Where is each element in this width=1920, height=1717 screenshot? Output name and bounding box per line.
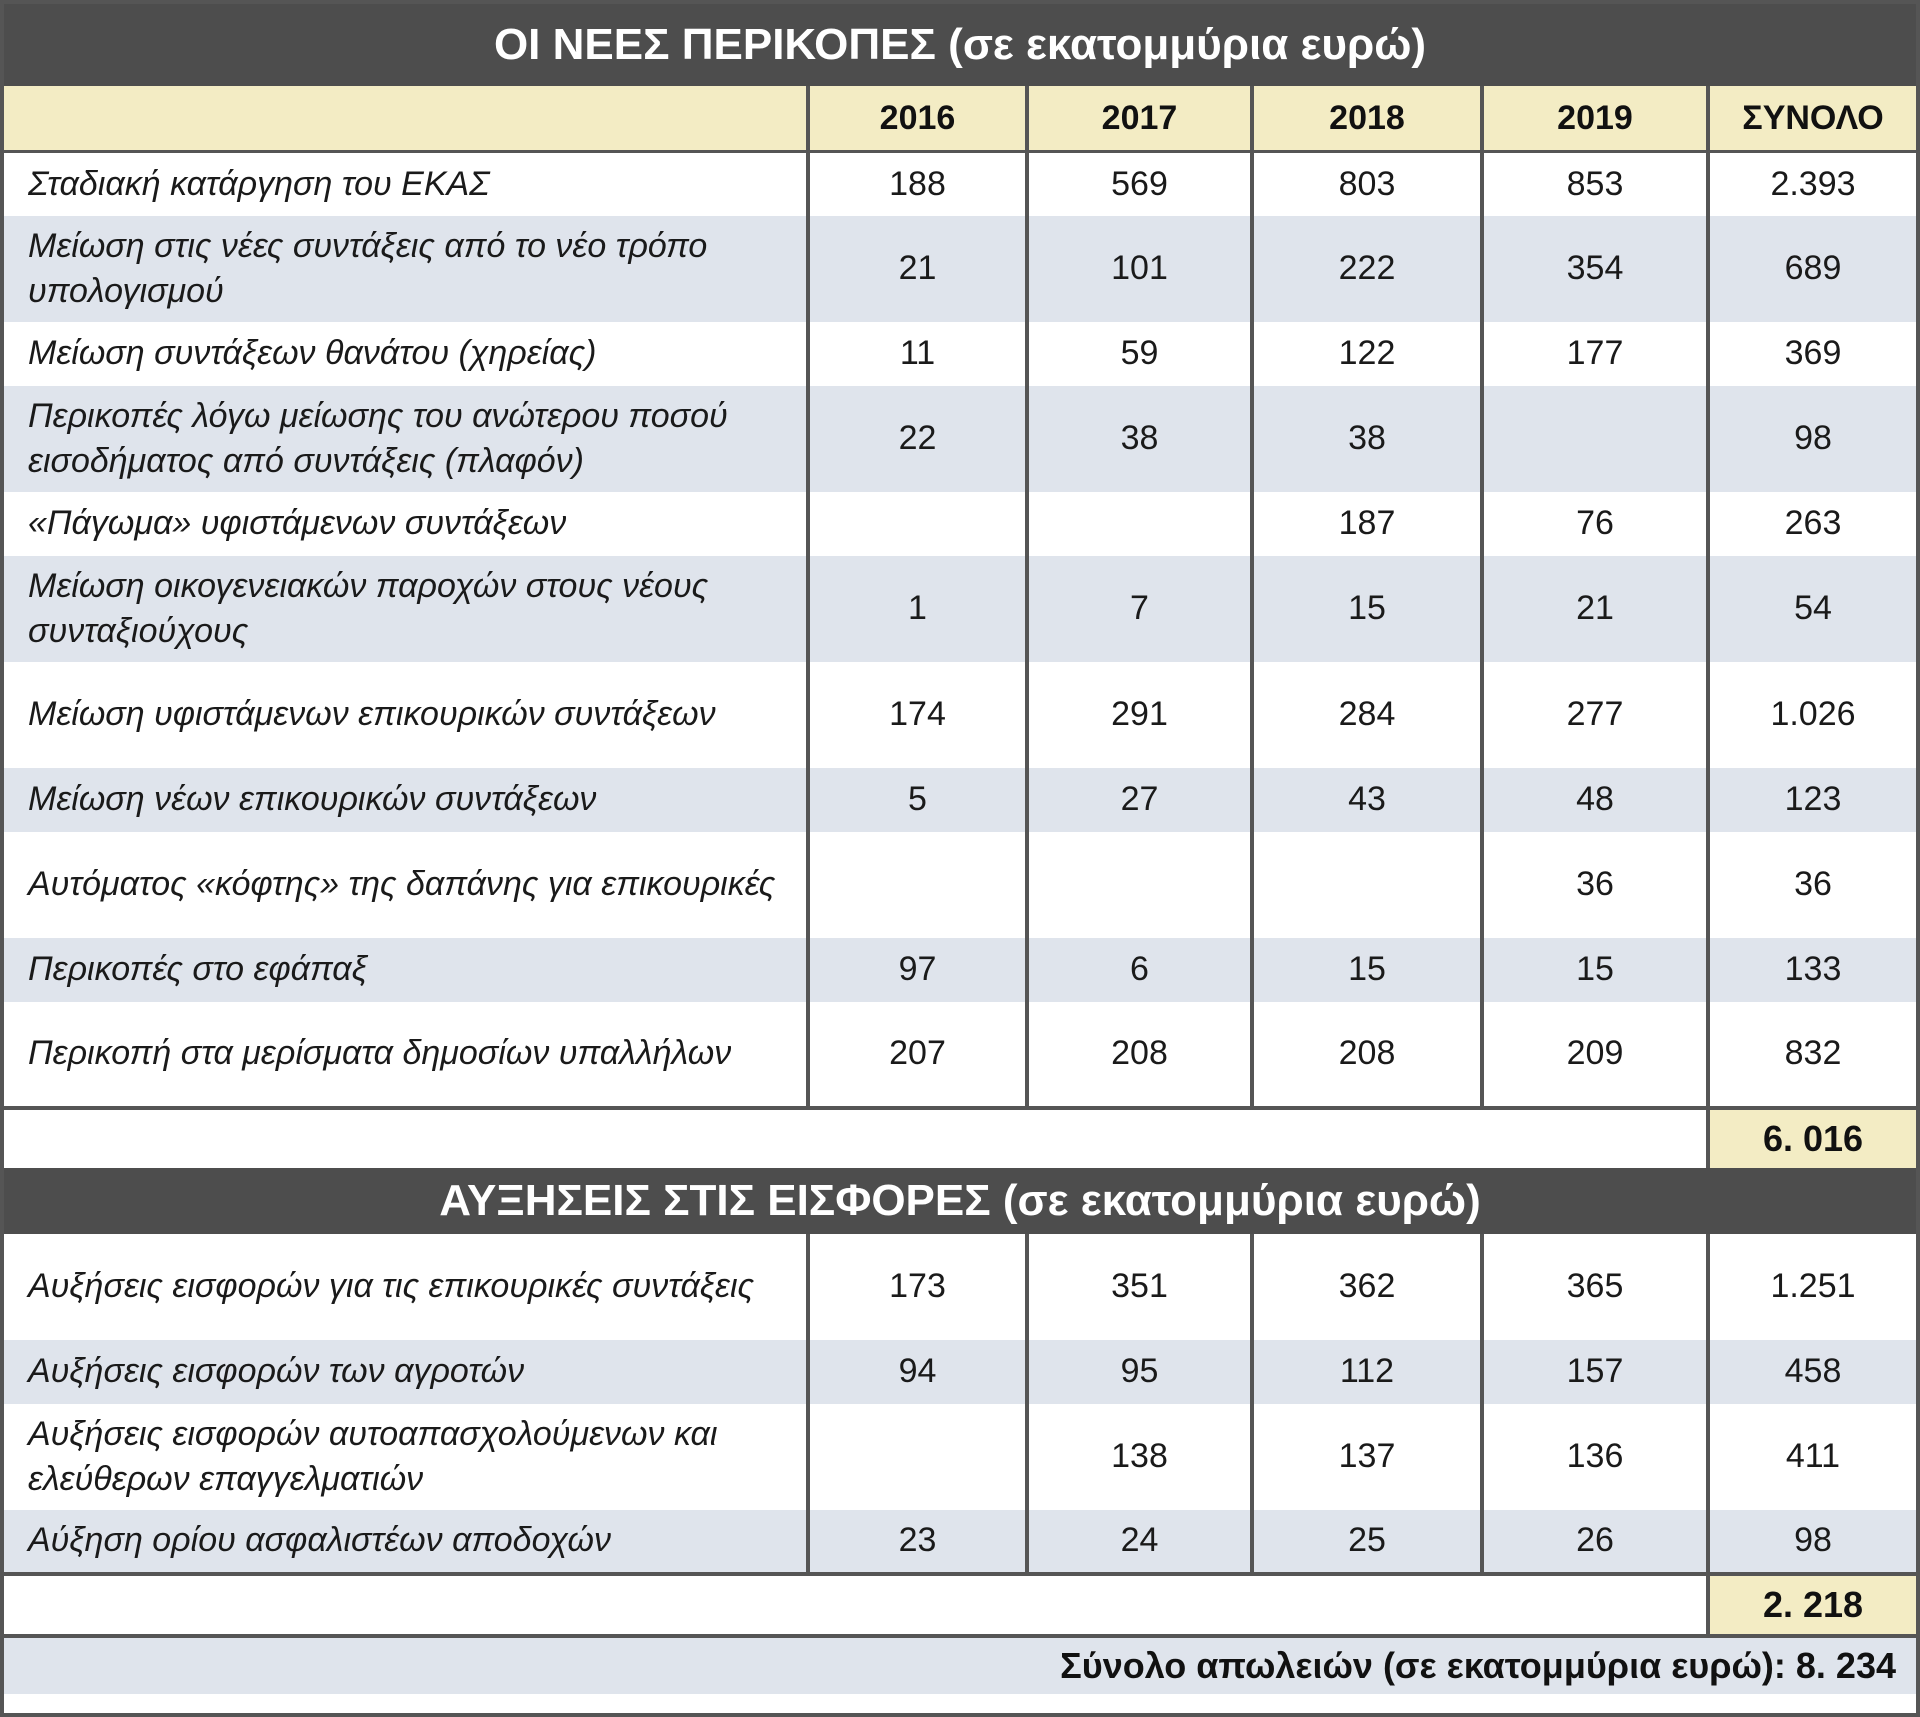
cuts-subtotal-value: 6. 016: [1708, 1108, 1916, 1168]
row-label: Σταδιακή κατάργηση του ΕΚΑΣ: [28, 164, 490, 203]
cell-total: 1.251: [1708, 1234, 1916, 1340]
table-row: [4, 152, 1916, 216]
cell-2018: 187: [1252, 492, 1482, 556]
cell-total: 2.393: [1708, 152, 1916, 216]
contributions-subtotal-value: 2. 218: [1708, 1574, 1916, 1634]
table-row: [4, 1234, 1916, 1340]
cell-2018: 362: [1252, 1234, 1482, 1340]
cell-2017: 59: [1027, 322, 1252, 386]
cuts-subtotal-spacer: [4, 1108, 1708, 1168]
column-header-row: [4, 86, 1916, 152]
cell-2019: 21: [1482, 556, 1708, 662]
cell-2018: 43: [1252, 768, 1482, 832]
cell-total: 98: [1708, 1510, 1916, 1574]
cell-total: 689: [1708, 216, 1916, 322]
table-row: [4, 386, 1916, 492]
cell-2016: 5: [808, 768, 1027, 832]
cell-2019: [1482, 386, 1708, 492]
column-header-2018: 2018: [1252, 86, 1482, 152]
cell-2016: 1: [808, 556, 1027, 662]
column-header-2016: 2016: [808, 86, 1027, 152]
cell-total: 369: [1708, 322, 1916, 386]
cuts-grid: [4, 86, 1916, 1168]
cell-2019: 15: [1482, 938, 1708, 1002]
contributions-title-unit: (σε εκατομμύρια ευρώ): [1002, 1175, 1481, 1225]
table-row: [4, 492, 1916, 556]
grand-total-label: Σύνολο απωλειών (σε εκατομμύρια ευρώ): 8. 234: [1060, 1644, 1896, 1686]
cell-2019: 76: [1482, 492, 1708, 556]
cell-2019: 853: [1482, 152, 1708, 216]
row-label: Περικοπές λόγω μείωσης του ανώτερου ποσού εισοδήματος από συντάξεις (πλαφόν): [4, 386, 808, 492]
row-label: Αυξήσεις εισφορών αυτοαπασχολούμενων και ελεύθερων επαγγελματιών: [28, 1414, 718, 1498]
contributions-grid: [4, 1234, 1916, 1634]
cell-2017: [1027, 492, 1252, 556]
cell-total: 1.026: [1708, 662, 1916, 768]
cell-2016: 94: [808, 1340, 1027, 1404]
row-label: Μείωση συντάξεων θανάτου (χηρείας): [28, 334, 597, 372]
cell-2018: [1252, 832, 1482, 938]
row-label: Μείωση στις νέες συντάξεις από το νέο τρόπο υπολογισμού: [4, 216, 808, 322]
contributions-subtotal-spacer: [4, 1574, 1708, 1634]
cell-2016: 97: [808, 938, 1027, 1002]
contributions-title-main: ΑΥΞΗΣΕΙΣ ΣΤΙΣ ΕΙΣΦΟΡΕΣ: [439, 1175, 991, 1225]
cell-2017: 27: [1027, 768, 1252, 832]
cell-2017: 38: [1027, 386, 1252, 492]
cell-2017: [1027, 832, 1252, 938]
column-header-total: ΣΥΝΟΛΟ: [1708, 86, 1916, 152]
table-row: [4, 1002, 1916, 1108]
cell-2019: 157: [1482, 1340, 1708, 1404]
cell-2016: [808, 832, 1027, 938]
table-row: [4, 1340, 1916, 1404]
column-header-2019: 2019: [1482, 86, 1708, 152]
row-label: Μείωση οικογενειακών παροχών στους νέους συνταξιούχους: [4, 556, 808, 662]
cell-2017: 291: [1027, 662, 1252, 768]
cell-2016: [808, 1404, 1027, 1510]
table-row: [4, 1510, 1916, 1574]
cell-2018: 803: [1252, 152, 1482, 216]
table-row: [4, 216, 1916, 322]
row-label: «Πάγωμα» υφιστάμενων συντάξεων: [28, 504, 567, 542]
cuts-section-title: [4, 4, 1916, 86]
contributions-subtotal-row: [4, 1574, 1916, 1634]
cuts-subtotal-row: [4, 1108, 1916, 1168]
table-row: [4, 662, 1916, 768]
cell-2019: 136: [1482, 1404, 1708, 1510]
cell-2018: 15: [1252, 938, 1482, 1002]
cell-2019: 48: [1482, 768, 1708, 832]
row-label: Περικοπή στα μερίσματα δημοσίων υπαλλήλων: [28, 1034, 732, 1072]
cell-2017: 95: [1027, 1340, 1252, 1404]
cell-2019: 209: [1482, 1002, 1708, 1108]
row-label: Αύξηση ορίου ασφαλιστέων αποδοχών: [4, 1510, 808, 1574]
cell-2017: 24: [1027, 1510, 1252, 1574]
cell-2018: 15: [1252, 556, 1482, 662]
cell-2017: 351: [1027, 1234, 1252, 1340]
column-header-label: [4, 86, 808, 152]
cell-total: 832: [1708, 1002, 1916, 1108]
cell-2019: 177: [1482, 322, 1708, 386]
row-label: Μείωση νέων επικουρικών συντάξεων: [4, 768, 808, 832]
table-row: [4, 556, 1916, 662]
cell-total: 458: [1708, 1340, 1916, 1404]
row-label: Αυξήσεις εισφορών των αγροτών: [4, 1340, 808, 1404]
cell-2016: [808, 492, 1027, 556]
cell-2019: 26: [1482, 1510, 1708, 1574]
cell-total: 36: [1708, 832, 1916, 938]
row-label: Περικοπές στο εφάπαξ: [4, 938, 808, 1002]
row-label: Αυτόματος «κόφτης» της δαπάνης για επικουρικές: [28, 865, 776, 903]
cell-total: 54: [1708, 556, 1916, 662]
cuts-title-unit: (σε εκατομμύρια ευρώ): [948, 20, 1427, 69]
cell-2018: 112: [1252, 1340, 1482, 1404]
cell-2018: 25: [1252, 1510, 1482, 1574]
cell-2017: 569: [1027, 152, 1252, 216]
cell-2019: 365: [1482, 1234, 1708, 1340]
cell-2019: 354: [1482, 216, 1708, 322]
cuts-title-main: ΟΙ ΝΕΕΣ ΠΕΡΙΚΟΠΕΣ: [493, 20, 936, 69]
cell-2018: 122: [1252, 322, 1482, 386]
cell-2017: 138: [1027, 1404, 1252, 1510]
table-row: [4, 938, 1916, 1002]
cell-2017: 7: [1027, 556, 1252, 662]
cell-2019: 36: [1482, 832, 1708, 938]
cell-2016: 23: [808, 1510, 1027, 1574]
contributions-rows: [4, 1234, 1916, 1574]
cell-total: 98: [1708, 386, 1916, 492]
row-label: Μείωση υφιστάμενων επικουρικών συντάξεων: [28, 695, 716, 733]
cell-2017: 101: [1027, 216, 1252, 322]
cell-total: 133: [1708, 938, 1916, 1002]
cell-2018: 284: [1252, 662, 1482, 768]
cell-2018: 38: [1252, 386, 1482, 492]
row-label: Αυξήσεις εισφορών για τις επικουρικές συντάξεις: [28, 1267, 755, 1305]
grand-total: [4, 1634, 1916, 1694]
table-row: [4, 1404, 1916, 1510]
cell-2016: 173: [808, 1234, 1027, 1340]
cell-2016: 188: [808, 152, 1027, 216]
column-header-2017: 2017: [1027, 86, 1252, 152]
cell-2016: 174: [808, 662, 1027, 768]
cell-2018: 208: [1252, 1002, 1482, 1108]
cell-2016: 22: [808, 386, 1027, 492]
table-row: [4, 322, 1916, 386]
cell-total: 411: [1708, 1404, 1916, 1510]
table-row: [4, 768, 1916, 832]
cuts-rows: [4, 152, 1916, 1108]
table-row: [4, 832, 1916, 938]
cell-2019: 277: [1482, 662, 1708, 768]
contributions-section-title: [4, 1168, 1916, 1234]
cell-2016: 207: [808, 1002, 1027, 1108]
cell-2016: 11: [808, 322, 1027, 386]
cell-2017: 6: [1027, 938, 1252, 1002]
cell-total: 263: [1708, 492, 1916, 556]
cell-total: 123: [1708, 768, 1916, 832]
cell-2017: 208: [1027, 1002, 1252, 1108]
cell-2018: 137: [1252, 1404, 1482, 1510]
cell-2016: 21: [808, 216, 1027, 322]
cell-2018: 222: [1252, 216, 1482, 322]
